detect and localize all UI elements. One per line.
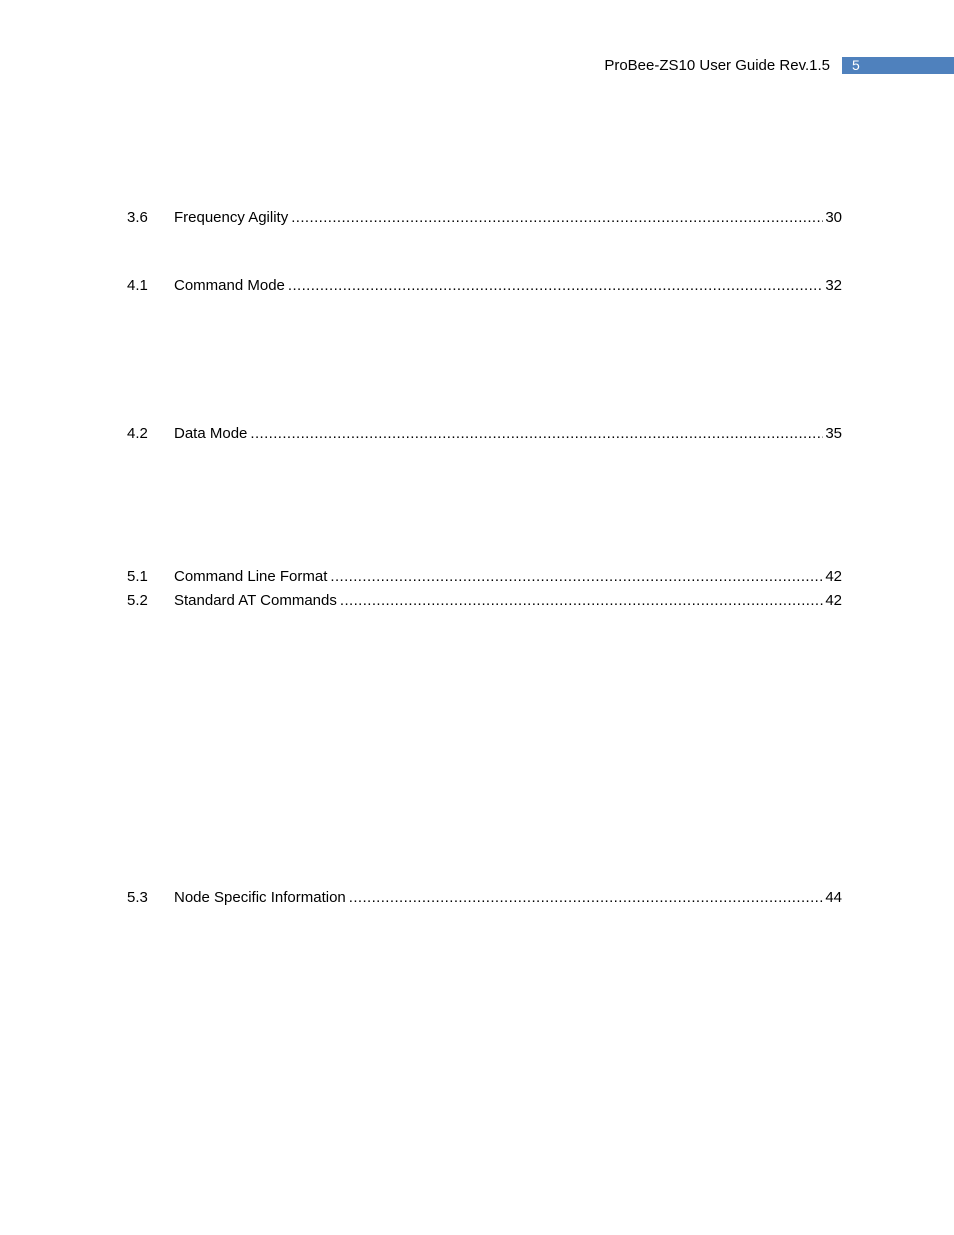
toc-entry-page: 42: [825, 592, 842, 609]
toc-entry-number: 4.2: [127, 425, 148, 442]
toc-leader-dots: [291, 208, 823, 228]
toc-entry[interactable]: [127, 567, 842, 587]
toc-leader-dots: [288, 276, 823, 296]
document-title: ProBee-ZS10 User Guide Rev.1.5: [604, 57, 830, 74]
toc-entry-title: Frequency Agility: [174, 209, 289, 226]
toc-leader-dots: [349, 888, 824, 908]
toc-leader-dots: [330, 567, 823, 587]
toc-entry-number: 4.1: [127, 277, 148, 294]
toc-entry-number: 5.1: [127, 568, 148, 585]
toc-entry[interactable]: [127, 591, 842, 611]
toc-entry-title: Data Mode: [174, 425, 248, 442]
toc-entry-title: Node Specific Information: [174, 889, 346, 906]
toc-entry[interactable]: [127, 276, 842, 296]
toc-entry-title: Command Line Format: [174, 568, 328, 585]
toc-entry-title: Standard AT Commands: [174, 592, 337, 609]
toc-entry-page: 35: [825, 425, 842, 442]
toc-entry-page: 44: [825, 889, 842, 906]
toc-leader-dots: [340, 591, 823, 611]
page-number-badge: 5: [842, 57, 954, 74]
toc-entry-number: 5.3: [127, 889, 148, 906]
toc-entry-number: 3.6: [127, 209, 148, 226]
toc-entry-page: 32: [825, 277, 842, 294]
toc-entry[interactable]: [127, 208, 842, 228]
toc-entry-page: 30: [825, 209, 842, 226]
toc-entry[interactable]: [127, 424, 842, 444]
toc-entry-number: 5.2: [127, 592, 148, 609]
toc-entry[interactable]: [127, 888, 842, 908]
toc-entry-title: Command Mode: [174, 277, 285, 294]
toc-leader-dots: [250, 424, 823, 444]
toc-entry-page: 42: [825, 568, 842, 585]
